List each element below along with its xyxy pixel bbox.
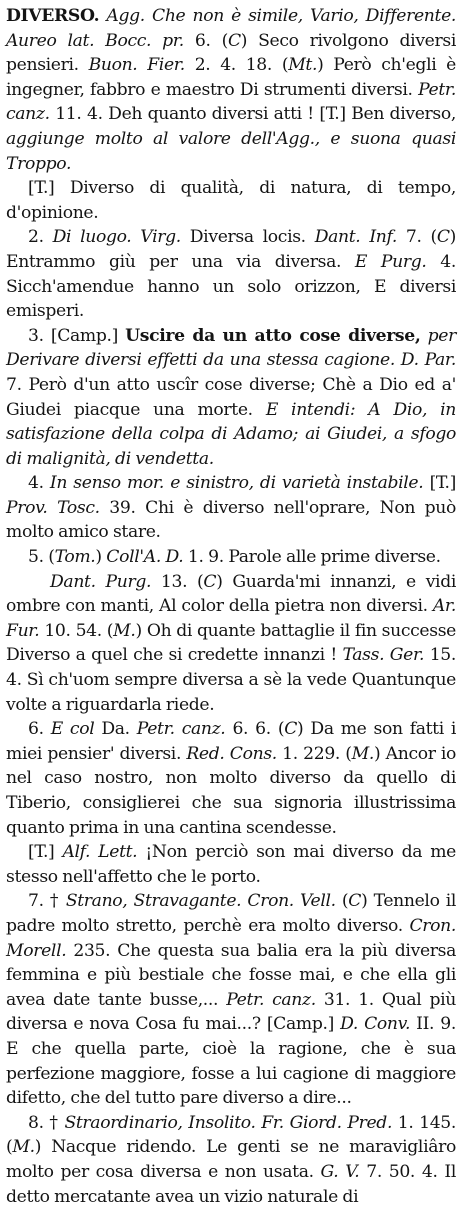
entry-sense-paragraph: 3. [Camp.] Uscire da un atto cose diverse, per Derivare diversi effetti da una stessa cagione. D. Par. 7. Però d'un atto uscîr cose diverse; Chè a Dio ed a' Giudei piacque una morte. E intendi: A Dio, in satisfazione della colpa di Adamo; ai Giudei, a sfogo di malignità, di vendetta. [6, 325, 456, 469]
entry-definition-paragraph: DIVERSO. Agg. Che non è simile, Vario, Differente. Aureo lat. Bocc. pr. 6. (C) Seco rivolgono diversi pensieri. Buon. Fier. 2. 4. 18. (Mt.) Però ch'egli è ingegner, fabbro e maestro Di strumenti diversi. Petr. canz. 11. 4. Deh quanto diversi atti ! [T.] Ben diverso, aggiunge molto al valore dell'Agg., e suona quasi Troppo. [6, 6, 457, 174]
entry-sense-paragraph: 7. † Strano, Stravagante. Cron. Vell. (C) Tennelo il padre molto stretto, perchè era molto diverso. Cron. Morell. 235. Che questa sua balia era la più diversa femmina e più bestiale che fosse mai, e che ella gli avea date tante busse,... Petr. canz. 31. 1. Qual più diversa e nova Cosa fu mai...? [Camp.] D. Conv. II. 9. E che quella parte, cioè la ragione, che è sua perfezione maggiore, fosse a lui cagione di maggiore difetto, che del tutto pare diverso a dire... [6, 891, 456, 1109]
entry-sense-paragraph: 4. In senso mor. e sinistro, di varietà instabile. [T.] Prov. Tosc. 39. Chi è diverso nell'oprare, Non può molto amico stare. [6, 473, 456, 543]
entry-sense-paragraph: 5. (Tom.) Coll'A. D. 1. 9. Parole alle prime diverse. [28, 547, 441, 568]
entry-sense-paragraph: [T.] Diverso di qualità, di natura, di tempo, d'opinione. [6, 178, 456, 223]
entry-sense-paragraph: 6. E col Da. Petr. canz. 6. 6. (C) Da me son fatti i miei pensier' diversi. Red. Cons. 1. 229. (M.) Ancor io nel caso nostro, non molto diverso da quello di Tiberio, consiglierei che sua signoria illustrissima quanto prima in una cantina scendesse. [6, 719, 457, 838]
entry-sense-paragraph: 2. Di luogo. Virg. Diversa locis. Dant. Inf. 7. (C) Entrammo giù per una via diversa. E Purg. 4. Sicch'amendue hanno un solo orizzon, E diversi emisperi. [6, 227, 457, 322]
entry-citation-paragraph: Dant. Purg. 13. (C) Guarda'mi innanzi, e vidi ombre con manti, Al color della pietra non diversi. Ar. Fur. 10. 54. (M.) Oh di quante battaglie il fin successe Diverso a quel che si credette innanzi ! Tass. Ger. 15. 4. Sì ch'uom sempre diversa a sè la vede Quantunque volte a riguardarla riede. [6, 571, 457, 715]
entry-sense-paragraph: 8. † Straordinario, Insolito. Fr. Giord. Pred. 1. 145. (M.) Nacque ridendo. Le genti se ne maravigliâro molto per cosa diversa e non usata. G. V. 7. 50. 4. Il detto mercatante avea un vizio naturale di [6, 1112, 456, 1207]
entry-sense-paragraph: [T.] Alf. Lett. ¡Non perciò son mai diverso da me stesso nell'affetto che le porto. [6, 842, 456, 887]
